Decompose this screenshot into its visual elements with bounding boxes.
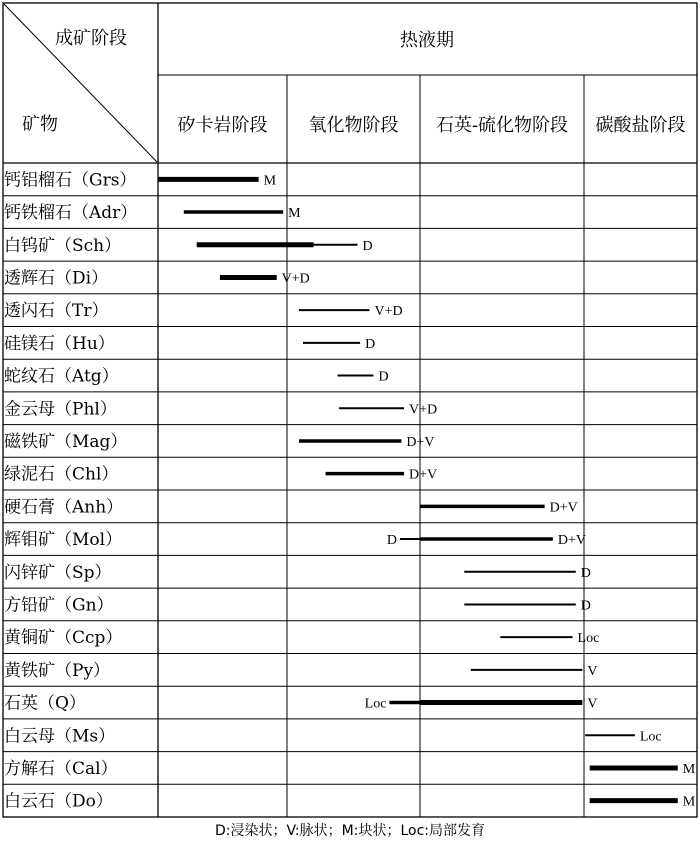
occurrence-note: V+D	[281, 271, 310, 287]
occurrence-note: M	[288, 206, 301, 222]
table-row	[4, 236, 373, 256]
occurrence-note: M	[682, 761, 696, 777]
legend: D:浸染状；V:脉状；M:块状；Loc:局部发育	[215, 823, 485, 839]
occurrence-note: M	[263, 173, 277, 189]
table-row	[4, 465, 437, 485]
occurrence-note-left: Loc	[364, 696, 387, 712]
table-row	[4, 170, 277, 190]
mineral-name: 石英（Q）	[4, 693, 86, 714]
stage-headers	[178, 115, 686, 136]
stage-header: 矽卡岩阶段	[177, 115, 268, 136]
occurrence-note: Loc	[577, 631, 600, 647]
mineral-name: 钙铝榴石（Grs）	[4, 170, 137, 191]
occurrence-note: D	[362, 238, 373, 254]
mineral-name: 方解石（Cal）	[4, 758, 118, 779]
mineral-name: 白云母（Ms）	[4, 726, 116, 747]
table-row	[4, 267, 310, 288]
mineral-name: 绿泥石（Chl）	[4, 464, 119, 485]
mineral-name: 白云石（Do）	[4, 791, 113, 812]
mineral-name: 透闪石（Tr）	[4, 301, 109, 322]
occurrence-note: D	[365, 336, 376, 352]
table-row	[4, 334, 375, 354]
occurrence-note: V+D	[409, 402, 438, 418]
occurrence-note: V	[587, 696, 598, 712]
table-row	[4, 628, 599, 648]
stage-header: 氧化物阶段	[308, 115, 399, 136]
occurrence-note: D	[378, 369, 389, 385]
period-header: 热液期	[400, 30, 454, 51]
corner-mineral-label: 矿物	[22, 114, 58, 135]
occurrence-note: V	[587, 663, 598, 679]
occurrence-note-left: D	[386, 533, 398, 549]
mineral-name: 黄铜矿（Ccp）	[4, 628, 123, 649]
mineral-rows	[4, 170, 696, 811]
mineral-name: 硅镁石（Hu）	[4, 333, 115, 354]
occurrence-note: D+V	[549, 500, 578, 516]
table-row	[4, 726, 662, 746]
table-row	[4, 432, 435, 452]
mineral-name: 钙铁榴石（Adr）	[4, 203, 138, 224]
occurrence-note: D+V	[406, 434, 435, 450]
table-row	[4, 792, 696, 812]
occurrence-note: M	[682, 794, 696, 810]
corner-stage-label: 成矿阶段	[55, 28, 127, 49]
mineral-name: 透辉石（Di）	[4, 268, 109, 289]
table-row	[4, 497, 578, 517]
table-row	[4, 694, 597, 714]
mineral-name: 方铅矿（Gn）	[4, 595, 114, 616]
table-row	[4, 399, 437, 419]
table-row	[4, 661, 597, 681]
table-row	[4, 595, 591, 615]
stage-header: 碳酸盐阶段	[595, 115, 686, 136]
table-row	[4, 563, 591, 583]
table-row	[4, 301, 403, 321]
mineral-name: 黄铁矿（Py）	[4, 660, 111, 681]
occurrence-note: Loc	[639, 729, 662, 745]
mineral-name: 硬石膏（Anh）	[4, 497, 124, 518]
occurrence-note: D+V	[557, 533, 586, 549]
occurrence-note: D	[580, 598, 591, 614]
mineral-name: 辉钼矿（Mol）	[4, 530, 123, 551]
mineral-name: 金云母（Phl）	[4, 399, 117, 420]
occurrence-note: D+V	[409, 467, 438, 483]
stage-header: 石英-硫化物阶段	[435, 115, 569, 136]
mineral-name: 闪锌矿（Sp）	[4, 562, 112, 583]
table-row	[4, 203, 301, 223]
occurrence-note: D	[580, 565, 591, 581]
mineral-name: 白钨矿（Sch）	[4, 235, 122, 256]
occurrence-note: V+D	[374, 304, 403, 320]
table-row	[4, 529, 586, 550]
table-row	[4, 759, 696, 779]
mineral-name: 磁铁矿（Mag）	[4, 431, 128, 452]
table-row	[4, 367, 389, 387]
mineral-name: 蛇纹石（Atg）	[4, 366, 119, 387]
